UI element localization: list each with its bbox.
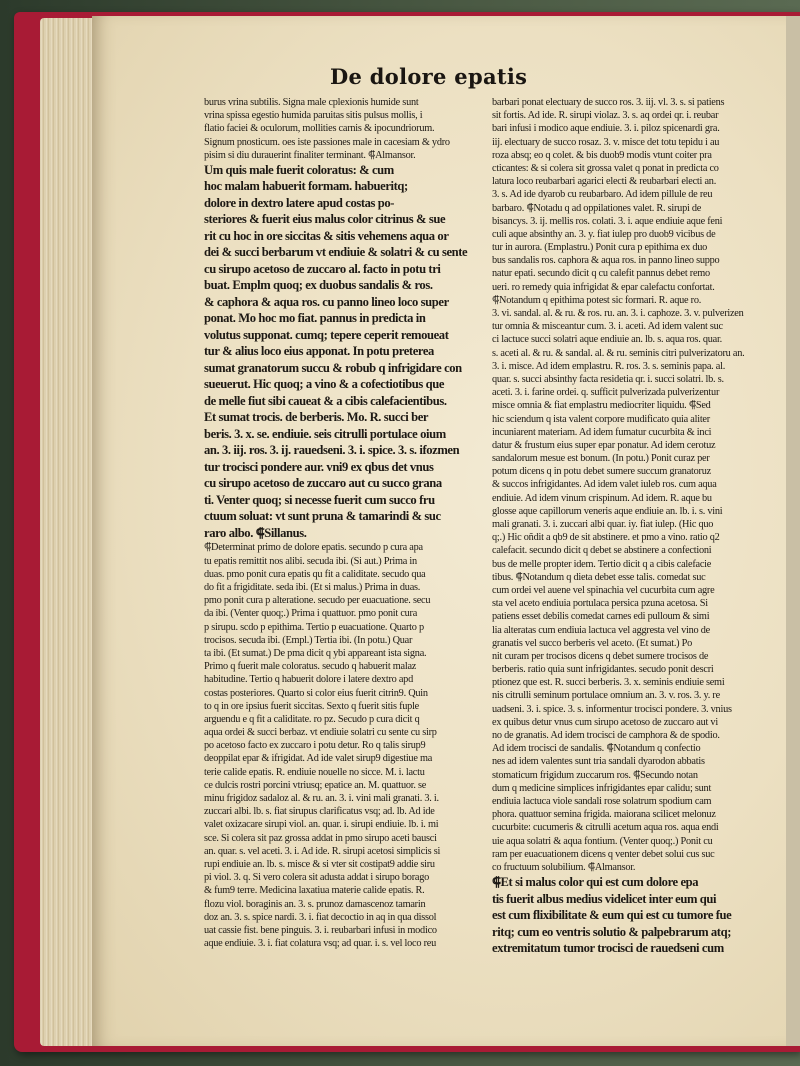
text-line: pisim si diu durauerint finaliter terminant. ⸿Almansor. [204, 149, 416, 161]
text-line: latura loco reubarbari agarici electi & reubarbari electi an. [492, 176, 717, 188]
text-line: sit fortis. Ad ide. R. sirupi violaz. 3. s. aq ordei qr. i. reubar [492, 110, 719, 122]
text-line: & succos infrigidantes. Ad idem valet iuleb ros. cum aqua [492, 479, 717, 491]
text-line: tur in aurora. (Emplastru.) Ponit cura p epithima ex duo [492, 242, 708, 254]
text-line: potum dicens q in potu debet sumere succum granatoruz [492, 466, 711, 478]
text-line: co fructuum solubilium. ⸿Almansor. [492, 861, 636, 873]
text-line: Signum pnosticum. oes iste passiones male in cacesiam & ydro [204, 136, 450, 148]
text-line: phora. quattuor semina frigida. maiorana scilicet melonuz [492, 809, 716, 821]
text-line: aqua ordei & succi berbaz. vt endiuie solatri cu sente cu sirp [204, 727, 437, 739]
text-line: vrina spissa egestio humida paruitas sitis pulsus mollis, i [204, 110, 423, 122]
text-line: aceti. 3. i. farine ordei. q. sufficit pulverizada pulverizentur [492, 387, 720, 399]
text-line: cum ordei vel auene vel spinachia vel cucurbita cum agre [492, 584, 715, 596]
text-line: valet oxizacare sirupi viol. an. quar. i. sirupi endiuie. lb. i. mi [204, 819, 439, 831]
text-line: cucurbite: cucumeris & citrulli acetum aqua ros. aqua endi [492, 822, 719, 834]
text-line: minu frigidoz sadaloz al. & ru. an. 3. i. vini mali granati. 3. i. [204, 793, 439, 804]
text-line: granatis vel succo berberis vel aceto. (Et sumat.) Po [492, 637, 693, 649]
text-line: extremitatum tumor trocisci de rauedseni cum [492, 941, 724, 956]
text-line: dolore in dextro latere apud costas po- [204, 195, 395, 210]
text-line: pi viol. 3. q. Si vero colera sit adusta addat i sirupo borago [204, 872, 429, 884]
text-line: sueuerut. Hic quoq; a vino & a cofectiotibus que [204, 377, 445, 392]
text-line: tu epatis remittit nos alibi. secuda ibi. (Si aut.) Prima in [204, 555, 417, 567]
text-line: culi aque absinthy an. 3. y. fiat iulep pro duob9 vicibus de [492, 228, 716, 240]
text-line: volutus supponat. cumq; tepere ceperit remoueat [204, 327, 449, 342]
text-line: glosse aque capillorum veneris aque endiuie an. lb. i. s. vini [492, 505, 723, 517]
text-line: ctuum soluat: vt sunt pruna & tamarindi & suc [204, 509, 441, 524]
text-line: habitudine. Tertio q habuerit dolore i latere dextro apd [204, 674, 413, 686]
text-line: s. aceti al. & ru. & sandal. al. & ru. seminis citri pulverizatoru an. [492, 347, 745, 359]
text-line: lia alteratas cum endiuia lactuca vel aggresta vel vino de [492, 624, 710, 636]
text-line: ⸿Et si malus color qui est cum dolore epa [492, 875, 699, 890]
text-line: uie aqua solatri & aqua fontium. (Venter quoq;.) Ponit cu [492, 835, 713, 847]
text-line: ritq; cum eo ventris solutio & palpebrarum atq; [492, 924, 732, 939]
text-line: datur & frustum eius super epar ponatur. Ad idem cerotuz [492, 439, 716, 451]
text-line: tur trocisci pondere aur. vni9 ex qbus det vnus [204, 459, 434, 474]
text-line: nis citrulli seminum portulace omnium an. 3. v. ros. 3. y. re [492, 690, 720, 702]
page-edges [40, 18, 100, 1046]
text-line: hoc malam habuerit formam. habueritq; [204, 179, 408, 194]
text-line: zuccari albi. lb. s. fiat sirupus clarificatus vsq; ad. lb. Ad ide [204, 806, 435, 818]
text-line: q;.) Hic oñdit a qb9 de sit abstinere. et pmo a vino. ratio q2 [492, 532, 720, 544]
text-line: uat cassie fist. bene pinguis. 3. i. reubarbari infusi in modico [204, 924, 437, 936]
text-line: Primo q fuerit male coloratus. secudo q habuerit malaz [204, 661, 417, 673]
facing-page-edge [786, 16, 800, 1046]
text-line: natur epati. secundo dicit q cu calefit pannus debet remo [492, 268, 710, 280]
text-line: tis fuerit albus medius videlicet inter eum qui [492, 891, 717, 906]
text-line: nit curam per trocisos dicens q debet sumere trocisos de [492, 650, 709, 662]
text-line: sumat granatorum succu & robub q infrigidare con [204, 360, 462, 375]
text-line: da ibi. (Venter quoq;.) Prima i quattuor. pmo ponit cura [204, 608, 418, 620]
text-line: bus sandalis ros. caphora & aqua ros. in panno lineo suppo [492, 255, 720, 267]
text-line: tibus. ⸿Notandum q dieta debet esse talis. comedat suc [492, 571, 706, 583]
text-line: de melle fiut sibi caueat & a cibis calefacientibus. [204, 393, 447, 408]
text-line: bisancys. 3. ij. mellis ros. colati. 3. i. aque endiuie aque feni [492, 215, 723, 227]
text-line: flatio faciei & oculorum, mollities carnis & ipocundriorum. [204, 123, 435, 135]
text-line: tur omnia & misceantur cum. 3. i. aceti. Ad idem valent suc [492, 321, 723, 333]
text-line: doz an. 3. s. spice nardi. 3. i. fiat decoctio in aq in qua dissol [204, 911, 437, 923]
text-line: steriores & fuerit eius malus color citrinus & sue [204, 212, 446, 227]
text-line: cu sirupo acetoso de zuccaro aut cu succo grana [204, 476, 442, 491]
text-line: flozu viol. boraginis an. 3. s. prunoz damascenoz tamarin [204, 898, 426, 910]
text-line: ce dulcis rostri porcini vtriusq; epatice an. M. quattuor. se [204, 779, 427, 791]
text-line: costas posteriores. Quarto si color eius fuerit citrin9. Quin [204, 687, 428, 699]
text-line: bari infusi i modico aque endiuie. 3. i. piloz spicenardi gra. [492, 123, 720, 135]
text-line: 3. vi. sandal. al. & ru. & ros. ru. an. 3. i. caphoze. 3. v. pulverizen [492, 308, 744, 319]
text-line: & fum9 terre. Medicina laxatiua materie calide epatis. R. [204, 885, 425, 897]
text-line: arguendu e q fit a caliditate. ro pz. Secudo p cura dicit q [204, 713, 420, 725]
text-line: buat. Emplm quoq; ex duobus sandalis & ros. [204, 278, 433, 293]
text-line: aque endiuie. 3. i. fiat colatura vsq; ad quar. i. s. vel loco reu [204, 938, 436, 950]
text-line: ueri. ro remedy quia infrigidat & epar calefactu confortat. [492, 281, 715, 293]
text-line: bus de melle propter idem. Tertio dicit q a cibis calefacie [492, 558, 712, 570]
text-line: ⸿Notandum q epithima potest sic formari. R. aque ro. [492, 294, 702, 306]
text-line: calefacit. secundo dicit q debet se abstinere a confectioni [492, 545, 712, 557]
text-line: to q in ore ipsius fuerit siccitas. Sexto q fuerit sitis fuple [204, 700, 419, 712]
text-line: sandalorum mesue est bonum. (In potu.) Ponit curaz per [492, 453, 710, 465]
text-line: roza absq; eo q colet. & bis duob9 modis vtunt coiter pra [492, 149, 712, 161]
text-line: berberis. ratio quia sunt infrigidantes. secudo ponit descri [492, 664, 714, 676]
text-line: barbaro. ⸿Notadu q ad oppilationes valet. R. sirupi de [492, 202, 702, 214]
text-line: mali granati. 3. i. zuccari albi quar. iy. fiat iulep. (Hic quo [492, 519, 714, 530]
text-line: ram per euacuationem dicens q venter debet solui cus suc [492, 848, 715, 860]
text-line: no de granatis. Ad idem trocisci de camphora & de spodio. [492, 730, 720, 741]
text-line: quar. s. succi absinthy facta residetia qr. i. succi solatri. lb. s. [492, 373, 724, 385]
text-line: misce omnia & fiat emplastru mediocriter liquidu. ⸿Sed [492, 400, 711, 412]
text-line: dei & succi berbarum vt endiuie & solatri & cu sente [204, 245, 468, 260]
text-line: do fit a frigiditate. seda ibi. (Et si malus.) Prima in duas. [204, 582, 421, 593]
text-line: 3. i. misce. Ad idem emplastru. R. ros. 3. s. seminis papa. al. [492, 360, 726, 372]
text-line: & caphora & aqua ros. cu panno lineo loco super [204, 294, 449, 309]
text-line: Et sumat trocis. de berberis. Mo. R. succi ber [204, 410, 429, 425]
text-line: ponat. Mo hoc mo fiat. pannus in predicta in [204, 311, 426, 326]
text-line: endiuia lactuca viole sandali rose solatrum spodium cam [492, 795, 712, 807]
text-line: dum q medicine simplices infrigidantes epar calidu; sunt [492, 782, 712, 794]
text-line: po acetoso facto ex zuccaro i potu detur. Ro q talis sirup9 [204, 740, 426, 752]
text-line: pmo ponit cura p alteratione. secudo per euacuatione. secu [204, 595, 431, 607]
text-line: rupi endiuie an. lb. s. misce & si vter sit costipat9 addie siru [204, 858, 435, 870]
text-line: rit cu hoc in ore siccitas & sitis vehemens aqua or [204, 228, 449, 243]
text-line: burus vrina subtilis. Signa male cplexionis humide sunt [204, 97, 419, 108]
text-line: sta vel aceto endiuia portulaca persica pzuna acetosa. Si [492, 598, 708, 610]
text-line: ci lactuce succi solatri aque endiuie an. lb. s. aqua ros. quar. [492, 334, 722, 346]
running-head: De dolore epatis [330, 64, 528, 89]
text-line: endiuie. Ad idem vinum crispinum. Ad idem. R. aque bu [492, 492, 712, 504]
text-line: tur & alius loco eius apponat. In potu preterea [204, 344, 434, 359]
text-line: an. 3. iij. ros. 3. ij. rauedseni. 3. i. spice. 3. s. ifozmen [204, 443, 460, 458]
left-column [204, 96, 479, 950]
text-line: patiens esset debilis comedat carnes edi pulloum & simi [492, 611, 710, 623]
text-line: sce. Si colera sit paz grossa addat in pmo sirupo aceti bausci [204, 832, 437, 844]
text-line: ti. Venter quoq; si necesse fuerit cum succo fru [204, 492, 435, 507]
text-line: beris. 3. x. se. endiuie. seis citrulli portulace oium [204, 426, 446, 441]
text-line: Ad idem trocisci de sandalis. ⸿Notandum q confectio [492, 743, 701, 755]
text-line: est cum flixibilitate & eum qui est cu tumore fue [492, 908, 732, 923]
text-line: Um quis male fuerit coloratus: & cum [204, 162, 394, 177]
text-line: stomaticum frigidum zuccarum ros. ⸿Secundo notan [492, 769, 698, 781]
text-line: hic sciendum q ista valent corpore mudificato quia aliter [492, 413, 710, 425]
text-line: deoppilat epar & ifrigidat. Ad ide valet sirup9 digestiue ma [204, 753, 433, 765]
text-line: iij. electuary de succo rosaz. 3. v. misce det totu tepidu i au [492, 136, 720, 148]
text-line: cticantes: & si colera sit grossa valet q ponat in predicta co [492, 162, 719, 174]
text-line: p sirupu. scdo p epithima. Tertio p euacuatione. Quarto p [204, 621, 424, 633]
text-line: incuniarent materiam. Ad idem fumatur cucurbita & inci [492, 426, 712, 438]
text-line: an. quar. s. vel aceti. 3. i. Ad ide. R. sirupi acetosi simplicis si [204, 845, 441, 857]
text-line: barbari ponat electuary de succo ros. 3. iij. vl. 3. s. si patiens [492, 97, 725, 108]
text-line: trocisos. secuda ibi. (Empl.) Tertia ibi. (In potu.) Quar [204, 634, 413, 646]
text-line: terie calide epatis. R. endiuie nouelle no sicce. M. i. lactu [204, 766, 425, 778]
text-line: ⸿Determinat primo de dolore epatis. secundo p cura apa [204, 542, 423, 554]
text-line: ex quibus detur vnus cum sirupo acetoso de zuccaro aut vi [492, 716, 718, 728]
text-line: ta ibi. (Et sumat.) De pma dicit q ybi appareant ista signa. [204, 647, 427, 659]
text-line: raro albo. ⸿Sillanus. [204, 525, 307, 540]
text-line: nes ad idem valentes sunt tria sandali dyarodon abbatis [492, 756, 705, 768]
text-line: 3. s. Ad ide dyarob cu reubarbaro. Ad idem pillule de reu [492, 189, 713, 201]
text-line: ptionez que est. R. succi berberis. 3. x. seminis endiuie semi [492, 677, 725, 689]
text-line: cu sirupo acetoso de zuccaro al. facto in potu tri [204, 261, 441, 276]
text-line: uadseni. 3. i. spice. 3. s. informentur trocisci pondere. 3. vnius [492, 703, 732, 715]
right-column [492, 96, 768, 957]
text-line: duas. pmo ponit cura epatis qu fit a caliditate. secudo qua [204, 568, 426, 580]
